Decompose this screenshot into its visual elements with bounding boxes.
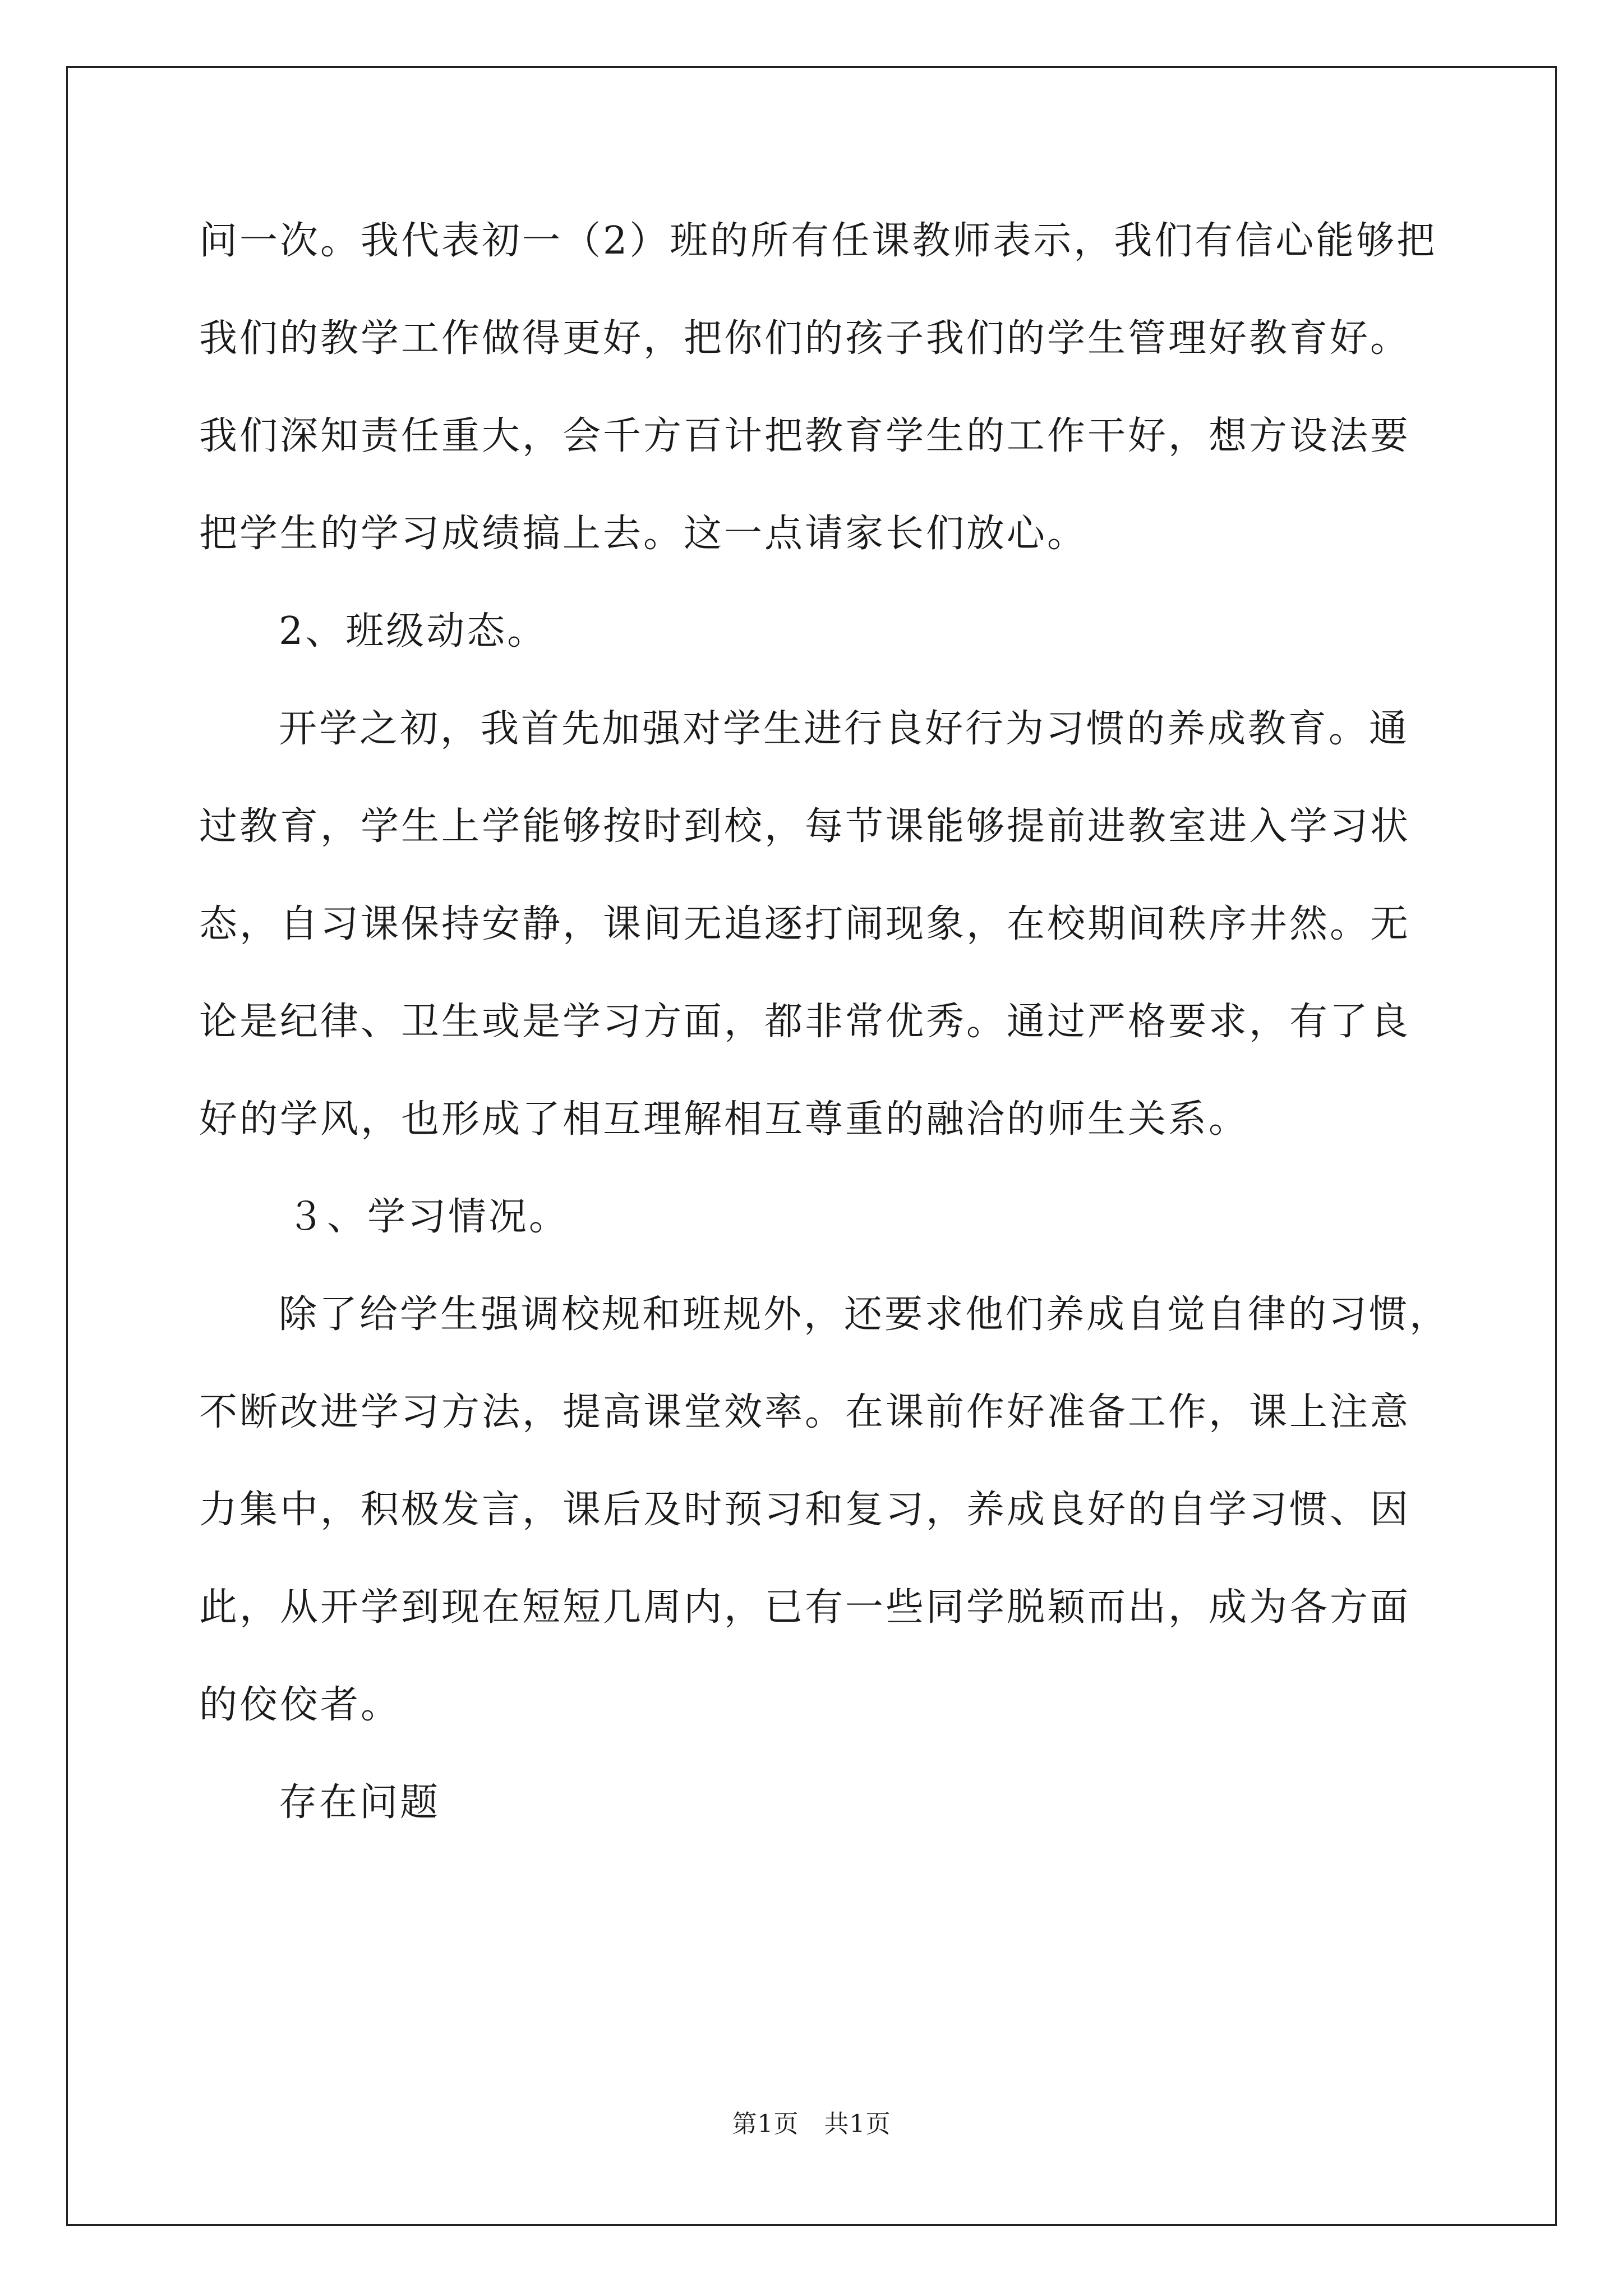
paragraph-line: 力集中，积极发言，课后及时预习和复习，养成良好的自学习惯、因 <box>199 1488 1411 1532</box>
paragraph-line: 不断改进学习方法，提高课堂效率。在课前作好准备工作，课上注意 <box>199 1390 1411 1434</box>
page-number: 第1页 共1页 <box>732 2110 891 2138</box>
section-heading: ３、学习情况。 <box>287 1195 570 1239</box>
paragraph-line: 开学之初，我首先加强对学生进行良好行为习惯的养成教育。通 <box>279 707 1410 751</box>
paragraph-line: 态，自习课保持安静，课间无追逐打闹现象，在校期间秩序井然。无 <box>199 902 1411 946</box>
paragraph-line: 除了给学生强调校规和班规外，还要求他们养成自觉自律的习惯， <box>279 1292 1450 1337</box>
paragraph-line: 好的学风，也形成了相互理解相互尊重的融洽的师生关系。 <box>199 1097 1249 1142</box>
section-heading: 2、班级动态。 <box>279 609 548 654</box>
paragraph-line: 论是纪律、卫生或是学习方面，都非常优秀。通过严格要求，有了良 <box>199 1000 1411 1044</box>
paragraph-line: 的佼佼者。 <box>199 1683 402 1727</box>
paragraph-line: 我们的教学工作做得更好，把你们的孩子我们的学生管理好教育好。 <box>199 316 1411 361</box>
paragraph-line: 我们深知责任重大，会千方百计把教育学生的工作干好，想方设法要 <box>199 414 1411 458</box>
paragraph-line: 过教育，学生上学能够按时到校，每节课能够提前进教室进入学习状 <box>199 804 1411 849</box>
document-body <box>199 213 1450 1872</box>
section-heading: 存在问题 <box>279 1780 441 1825</box>
paragraph-line: 问一次。我代表初一（2）班的所有任课教师表示，我们有信心能够把 <box>199 219 1437 263</box>
paragraph-line: 把学生的学习成绩搞上去。这一点请家长们放心。 <box>199 512 1088 556</box>
paragraph-line: 此，从开学到现在短短几周内，已有一些同学脱颖而出，成为各方面 <box>199 1585 1411 1630</box>
